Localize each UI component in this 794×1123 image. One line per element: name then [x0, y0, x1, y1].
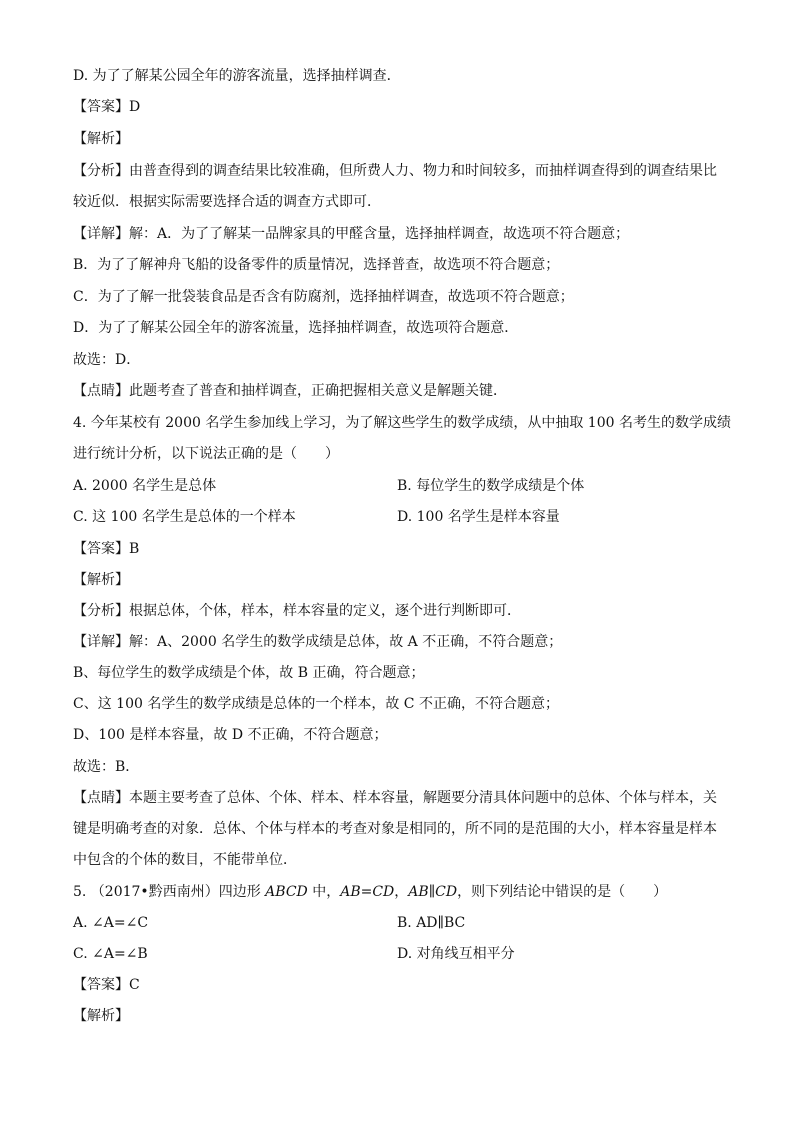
- q4-detail-c: C、这 100 名学生的数学成绩是总体的一个样本，故 C 不正确，不符合题意；: [73, 696, 559, 712]
- q4-option-c: C. 这 100 名学生是总体的一个样本: [73, 509, 296, 525]
- q3-analysis-heading: 【解析】: [73, 131, 129, 147]
- q3-choose: 故选：D．: [73, 352, 141, 368]
- q5-answer: 【答案】C: [73, 977, 140, 993]
- q4-comment-line1: 【点睛】本题主要考查了总体、个体、样本、样本容量，解题要分清具体问题中的总体、个体与样本，关: [73, 790, 717, 806]
- q3-option-d-line: D. 为了了解某公园全年的游客流量，选择抽样调查．: [73, 68, 401, 84]
- q4-stem-line2: 进行统计分析，以下说法正确的是（ ）: [73, 446, 339, 462]
- q5-option-b: B. AD∥BC: [397, 915, 466, 931]
- q3-detail-c: C．为了了解一批袋装食品是否含有防腐剂，选择抽样调查，故选项不符合题意；: [73, 289, 574, 305]
- q5-stem-mid: 中，: [307, 884, 341, 900]
- q4-option-d: D. 100 名学生是样本容量: [397, 509, 560, 525]
- q4-option-a: A. 2000 名学生是总体: [73, 478, 217, 494]
- q5-quad-name: ABCD: [265, 884, 308, 900]
- q3-fenxi-line1: 【分析】由普查得到的调查结果比较准确，但所费人力、物力和时间较多，而抽样调查得到的调查结果比: [73, 163, 717, 179]
- q3-comment: 【点睛】此题考查了普查和抽样调查，正确把握相关意义是解题关键．: [73, 383, 507, 399]
- q5-option-a: A. ∠A=∠C: [73, 915, 149, 931]
- q4-stem-line1: 4. 今年某校有 2000 名学生参加线上学习，为了解这些学生的数学成绩，从中抽取 100 名考生的数学成绩: [73, 415, 731, 431]
- q3-detail-a: 【详解】解：A．为了了解某一品牌家具的甲醛含量，选择抽样调查，故选项不符合题意；: [73, 226, 630, 242]
- q4-answer: 【答案】B: [73, 541, 140, 557]
- q4-analysis-heading: 【解析】: [73, 572, 129, 588]
- q3-fenxi-line2: 较近似．根据实际需要选择合适的调查方式即可．: [73, 194, 381, 210]
- q5-cond-equal: AB=CD: [340, 884, 395, 900]
- q5-stem-end: ，则下列结论中错误的是（ ）: [457, 884, 668, 900]
- q4-detail-b: B、每位学生的数学成绩是个体，故 B 正确，符合题意；: [73, 665, 425, 681]
- q5-analysis-heading: 【解析】: [73, 1008, 129, 1024]
- q3-detail-d: D．为了了解某公园全年的游客流量，选择抽样调查，故选项符合题意．: [73, 320, 519, 336]
- q5-cond-parallel: AB∥CD: [408, 884, 458, 900]
- q4-comment-line3: 中包含的个体的数目，不能带单位．: [73, 852, 297, 868]
- q4-fenxi: 【分析】根据总体，个体，样本，样本容量的定义，逐个进行判断即可．: [73, 603, 521, 619]
- q4-option-b: B. 每位学生的数学成绩是个体: [397, 478, 585, 494]
- q5-comma: ，: [394, 884, 409, 900]
- q4-choose: 故选：B．: [73, 759, 140, 775]
- q3-detail-b: B．为了了解神舟飞船的设备零件的质量情况，选择普查，故选项不符合题意；: [73, 257, 560, 273]
- q3-answer: 【答案】D: [73, 99, 141, 115]
- q4-comment-line2: 键是明确考查的对象．总体、个体与样本的考查对象是相同的，所不同的是范围的大小，样本容量是样本: [73, 821, 717, 837]
- q4-detail-a: 【详解】解：A、2000 名学生的数学成绩是总体，故 A 不正确，不符合题意；: [73, 634, 563, 650]
- q5-option-c: C. ∠A=∠B: [73, 946, 148, 962]
- q5-option-d: D. 对角线互相平分: [397, 946, 515, 962]
- q5-stem: [73, 882, 667, 902]
- q4-detail-d: D、100 是样本容量，故 D 不正确，不符合题意；: [73, 727, 388, 743]
- q5-stem-prefix: 5. （2017•黔西南州）四边形: [73, 884, 266, 900]
